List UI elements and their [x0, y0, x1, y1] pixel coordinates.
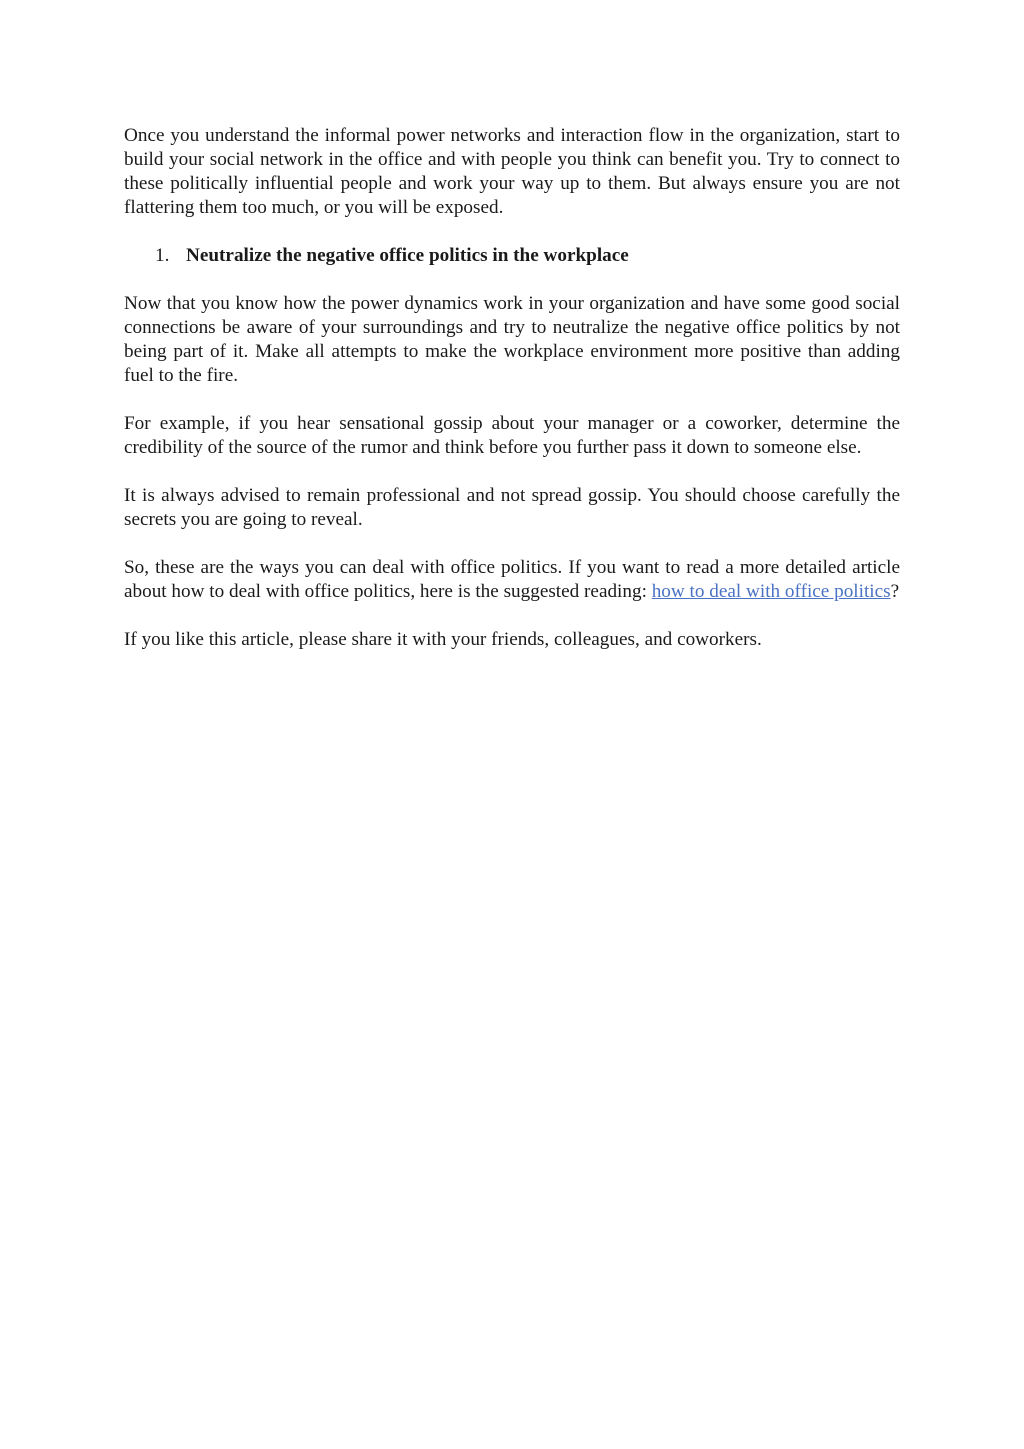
heading-text: Neutralize the negative office politics in the workplace: [186, 245, 629, 266]
list-number: 1.: [155, 245, 170, 266]
paragraph-example: For example, if you hear sensational gossip about your manager or a coworker, determine the credibility of the source of the rumor and think before you further pass it down to someone else.: [124, 413, 900, 458]
summary-question-mark: ?: [890, 581, 900, 602]
paragraph-network: Once you understand the informal power networks and interaction flow in the organization, start to build your social network in the office and with people you think can benefit you. Try to connect to these politically influential people and work your way up to them. But always ensure you are not flattering them too much, or you will be exposed.: [124, 125, 900, 218]
paragraph-summary: [124, 556, 900, 604]
document-page: [124, 124, 900, 676]
summary-text: So, these are the ways you can deal with office politics. If you want to read a more detailed article about how to deal with office politics, here is the suggested reading:: [124, 557, 900, 602]
paragraph-neutralize: Now that you know how the power dynamics work in your organization and have some good social connections be aware of your surroundings and try to neutralize the negative office politics by not being part of it. Make all attempts to make the workplace environment more positive than adding fuel to the fire.: [124, 293, 900, 386]
paragraph-advice: It is always advised to remain professional and not spread gossip. You should choose carefully the secrets you are going to reveal.: [124, 485, 900, 530]
paragraph-share: If you like this article, please share it with your friends, colleagues, and coworkers.: [124, 629, 762, 650]
suggested-reading-link[interactable]: how to deal with office politics: [651, 581, 891, 602]
section-heading: [124, 244, 900, 268]
